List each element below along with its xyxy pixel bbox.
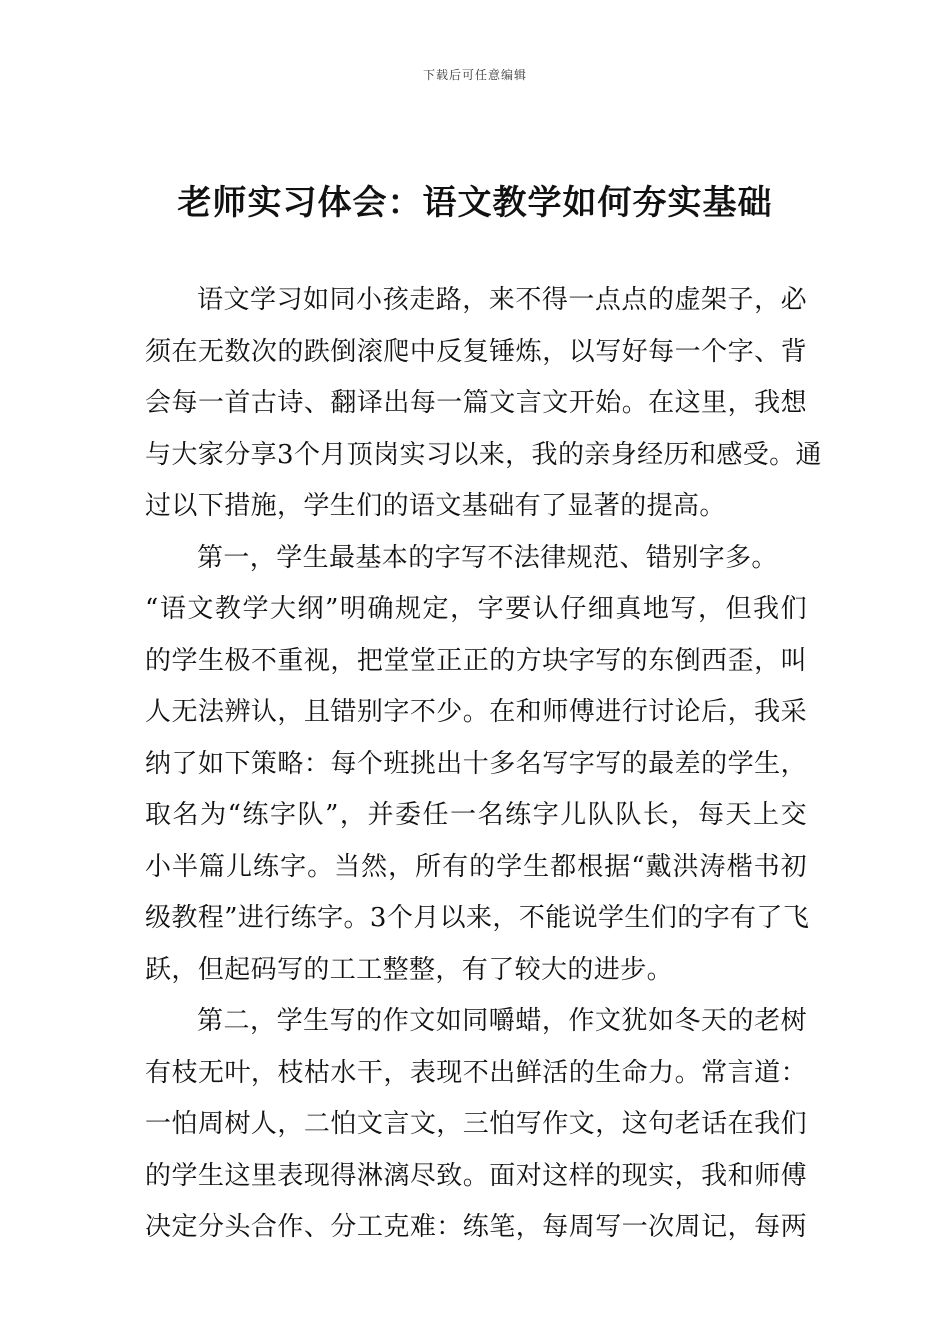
text-line: 会每一首古诗、翻译出每一篇文言文开始。在这里，我想 <box>145 388 807 418</box>
document-body <box>145 275 822 1254</box>
text-line: 一怕周树人，二怕文言文，三怕写作文，这句老话在我们 <box>145 1109 807 1139</box>
header-note: 下载后可任意编辑 <box>422 68 527 82</box>
text-line: 的学生极不重视，把堂堂正正的方块字写的东倒西歪，叫 <box>145 645 807 676</box>
text-line: 与大家分享3个月顶岗实习以来，我的亲身经历和感受。通 <box>145 439 822 470</box>
text-line: 须在无数次的跌倒滚爬中反复锤炼，以写好每一个字、背 <box>145 336 807 367</box>
text-line: 过以下措施，学生们的语文基础有了显著的提高。 <box>145 491 726 521</box>
text-line: 决定分头合作、分工克难：练笔，每周写一次周记，每两 <box>145 1212 807 1242</box>
text-line: 纳了如下策略：每个班挑出十多名写字写的最差的学生， <box>145 748 807 779</box>
page-title: 老师实习体会：语文教学如何夯实基础 <box>177 183 773 223</box>
text-line: 小半篇儿练字。当然，所有的学生都根据“戴洪涛楷书初 <box>145 851 807 882</box>
text-line: 跃，但起码写的工工整整，有了较大的进步。 <box>145 954 674 985</box>
text-line: 的学生这里表现得淋漓尽致。面对这样的现实，我和师傅 <box>145 1160 807 1191</box>
text-line: “语文教学大纲”明确规定，字要认仔细真地写，但我们 <box>145 594 807 624</box>
text-line: 人无法辨认，且错别字不少。在和师傅进行讨论后，我采 <box>145 697 807 727</box>
text-line: 第二，学生写的作文如同嚼蜡，作文犹如冬天的老树 <box>197 1006 807 1036</box>
text-line: 取名为“练字队”，并委任一名练字儿队队长，每天上交 <box>145 800 807 830</box>
text-line: 有枝无叶，枝枯水干，表现不出鲜活的生命力。常言道： <box>145 1057 807 1088</box>
text-line: 第一，学生最基本的字写不法律规范、错别字多。 <box>197 542 778 573</box>
text-line: 级教程”进行练字。3个月以来，不能说学生们的字有了飞 <box>145 903 810 933</box>
text-line: 语文学习如同小孩走路，来不得一点点的虚架子，必 <box>197 285 807 315</box>
